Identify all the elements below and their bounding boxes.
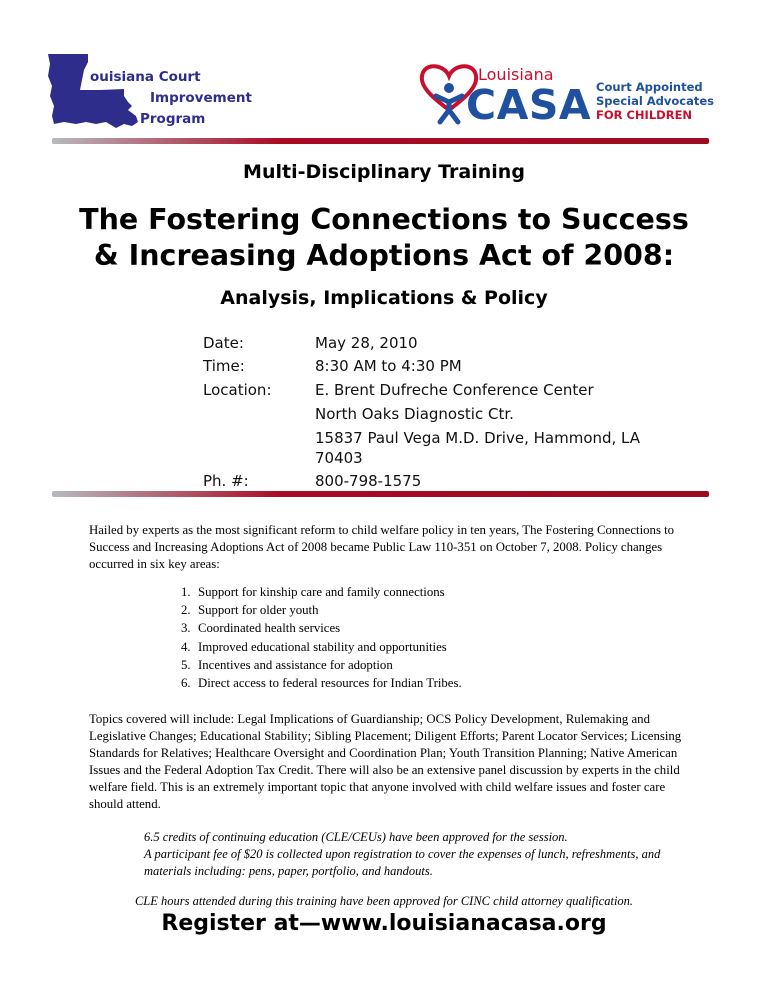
lcip-line-1: ouisiana Court — [90, 69, 201, 85]
location-line-2: North Oaks Diagnostic Ctr. — [315, 405, 514, 423]
list-item — [181, 639, 462, 657]
louisiana-state-icon — [40, 50, 150, 135]
list-item-number: 4. — [181, 639, 191, 654]
list-item-text: Coordinated health services — [198, 621, 341, 636]
title-line-1: The Fostering Connections to Success — [79, 203, 689, 236]
key-areas-list — [181, 584, 462, 693]
list-item — [181, 620, 462, 638]
casa-wordmark: CASA — [466, 81, 592, 129]
location-line-3: 15837 Paul Vega M.D. Drive, Hammond, LA — [315, 429, 641, 447]
list-item-text: Incentives and assistance for adoption — [198, 657, 393, 672]
location-line-1: E. Brent Dufreche Conference Center — [315, 381, 594, 399]
list-item-text: Improved educational stability and opportunities — [198, 639, 447, 654]
list-item-number: 2. — [181, 603, 191, 618]
middle-divider — [52, 491, 709, 497]
list-item — [181, 657, 462, 675]
cle-credits-text: 6.5 credits of continuing education (CLE/CEUs) have been approved for the session. — [144, 830, 568, 844]
list-item-number: 1. — [181, 585, 191, 599]
lcip-line-2: Improvement — [150, 90, 252, 106]
list-item — [181, 584, 462, 602]
casa-side-line-3: FOR CHILDREN — [596, 108, 693, 122]
cle-note — [144, 829, 664, 880]
title-line-2: & Increasing Adoptions Act of 2008: — [93, 239, 675, 272]
cinc-note: CLE hours attended during this training have been approved for CINC child attorney qualification. — [134, 894, 634, 908]
list-item — [181, 675, 462, 693]
casa-logo — [414, 58, 714, 130]
top-divider — [52, 138, 709, 144]
list-item-number: 3. — [181, 621, 191, 636]
intro-paragraph: Hailed by experts as the most significant reform to child welfare policy in ten years, The Fostering Connections to Success and Increasing Adoptions Act of 2008 became Public Law 110-351 on October 7, 2008. Policy changes occurred in six key areas: — [89, 523, 675, 571]
list-item-text: Support for older youth — [198, 603, 319, 618]
topics-paragraph: Topics covered will include: Legal Implications of Guardianship; OCS Policy Development, Rulemaking and Legislative Changes; Educational Stability; Sibling Placement; Diligent Efforts; Parent Locator Services; Licensing Standards for Relatives; Healthcare Oversight and Coordination Plan; Youth Transition Planning; Native American Issues and the Federal Adoption Tax Credit. There will also be an extensive panel discussion by experts in the child welfare field. This is an extremely important topic that anyone involved with child welfare issues and foster care should attend. — [89, 712, 682, 811]
lcip-line-3: Program — [140, 111, 206, 127]
date-value: May 28, 2010 — [315, 334, 418, 352]
lcip-logo — [40, 50, 270, 140]
list-item-number: 5. — [181, 657, 191, 672]
page-title — [0, 202, 768, 274]
sub-heading: Analysis, Implications & Policy — [220, 287, 548, 309]
list-item — [181, 602, 462, 620]
time-value: 8:30 AM to 4:30 PM — [315, 357, 462, 375]
training-kicker: Multi-Disciplinary Training — [243, 161, 525, 183]
location-label: Location: — [203, 381, 272, 399]
time-label: Time: — [203, 357, 245, 375]
casa-side-line-2: Special Advocates — [596, 94, 715, 108]
date-label: Date: — [203, 334, 244, 352]
phone-label: Ph. #: — [203, 472, 249, 490]
register-link[interactable]: Register at—www.louisianacasa.org — [161, 911, 607, 936]
participant-fee-text: A participant fee of $20 is collected upon registration to cover the expenses of lunch, refreshments, and materials including: pens, paper, portfolio, and handouts. — [144, 847, 661, 878]
list-item-number: 6. — [181, 675, 191, 690]
location-line-4: 70403 — [315, 449, 363, 467]
casa-side-line-1: Court Appointed — [596, 80, 703, 94]
phone-value: 800-798-1575 — [315, 472, 422, 490]
list-item-text: Direct access to federal resources for Indian Tribes. — [198, 675, 462, 690]
list-item-text: Support for kinship care and family connections — [198, 585, 445, 599]
casa-louisiana-label: Louisiana — [478, 65, 554, 84]
